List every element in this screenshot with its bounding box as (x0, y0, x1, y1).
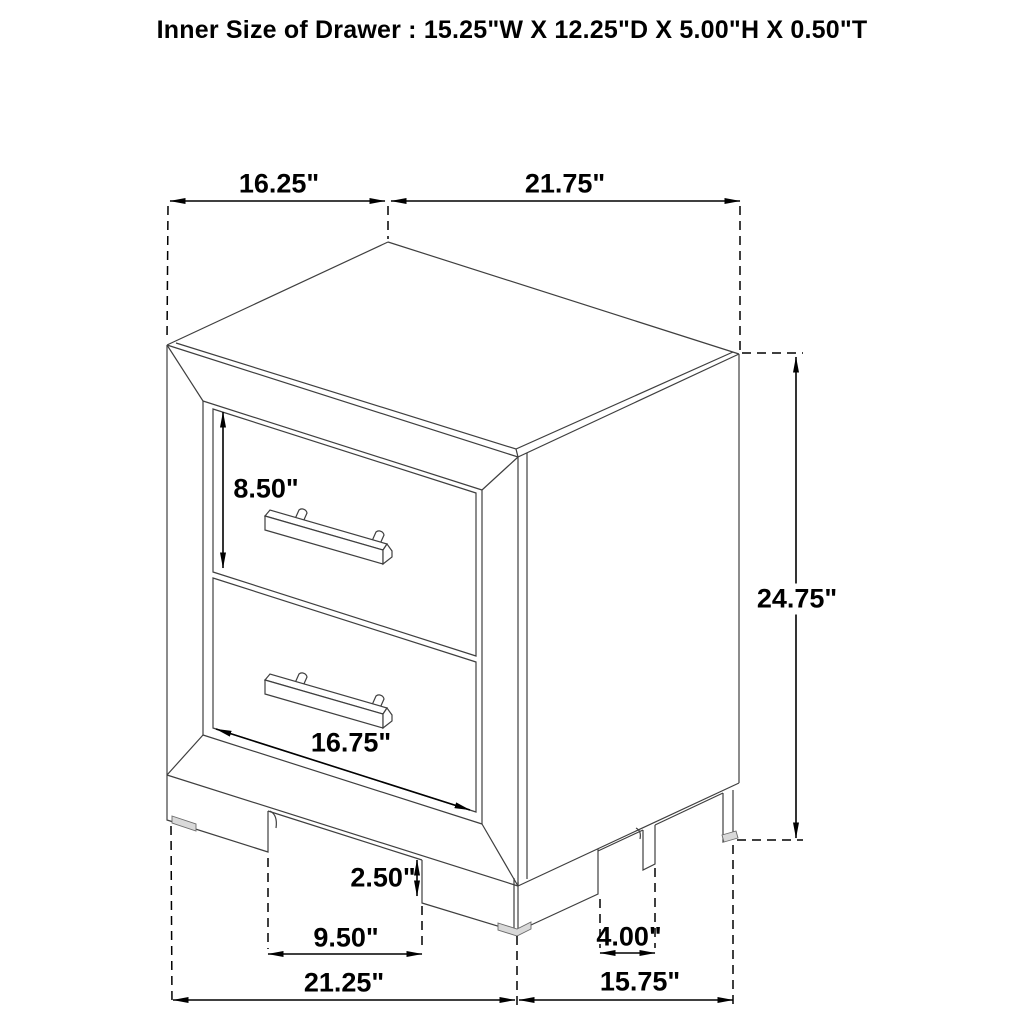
dim-leg-height-label: 2.50" (350, 862, 416, 893)
dim-bottom-width-label: 21.25" (303, 967, 385, 998)
dim-front-leg-gap-label: 9.50" (313, 922, 379, 953)
dim-drawer-face-width-label: 16.75" (310, 727, 392, 758)
dim-side-leg-gap-label: 4.00" (596, 921, 662, 952)
foot-pads (172, 816, 738, 936)
dim-top-depth-label: 16.25" (238, 168, 320, 199)
dim-overall-height-label: 24.75" (752, 584, 842, 615)
dim-top-width-label: 21.75" (524, 168, 606, 199)
dim-drawer-opening-height-label: 8.50" (233, 473, 299, 504)
page-title: Inner Size of Drawer : 15.25"W X 12.25"D X 5.00"H X 0.50"T (156, 16, 868, 44)
cabinet-outline (167, 242, 739, 936)
dim-bottom-depth-label: 15.75" (599, 966, 681, 997)
